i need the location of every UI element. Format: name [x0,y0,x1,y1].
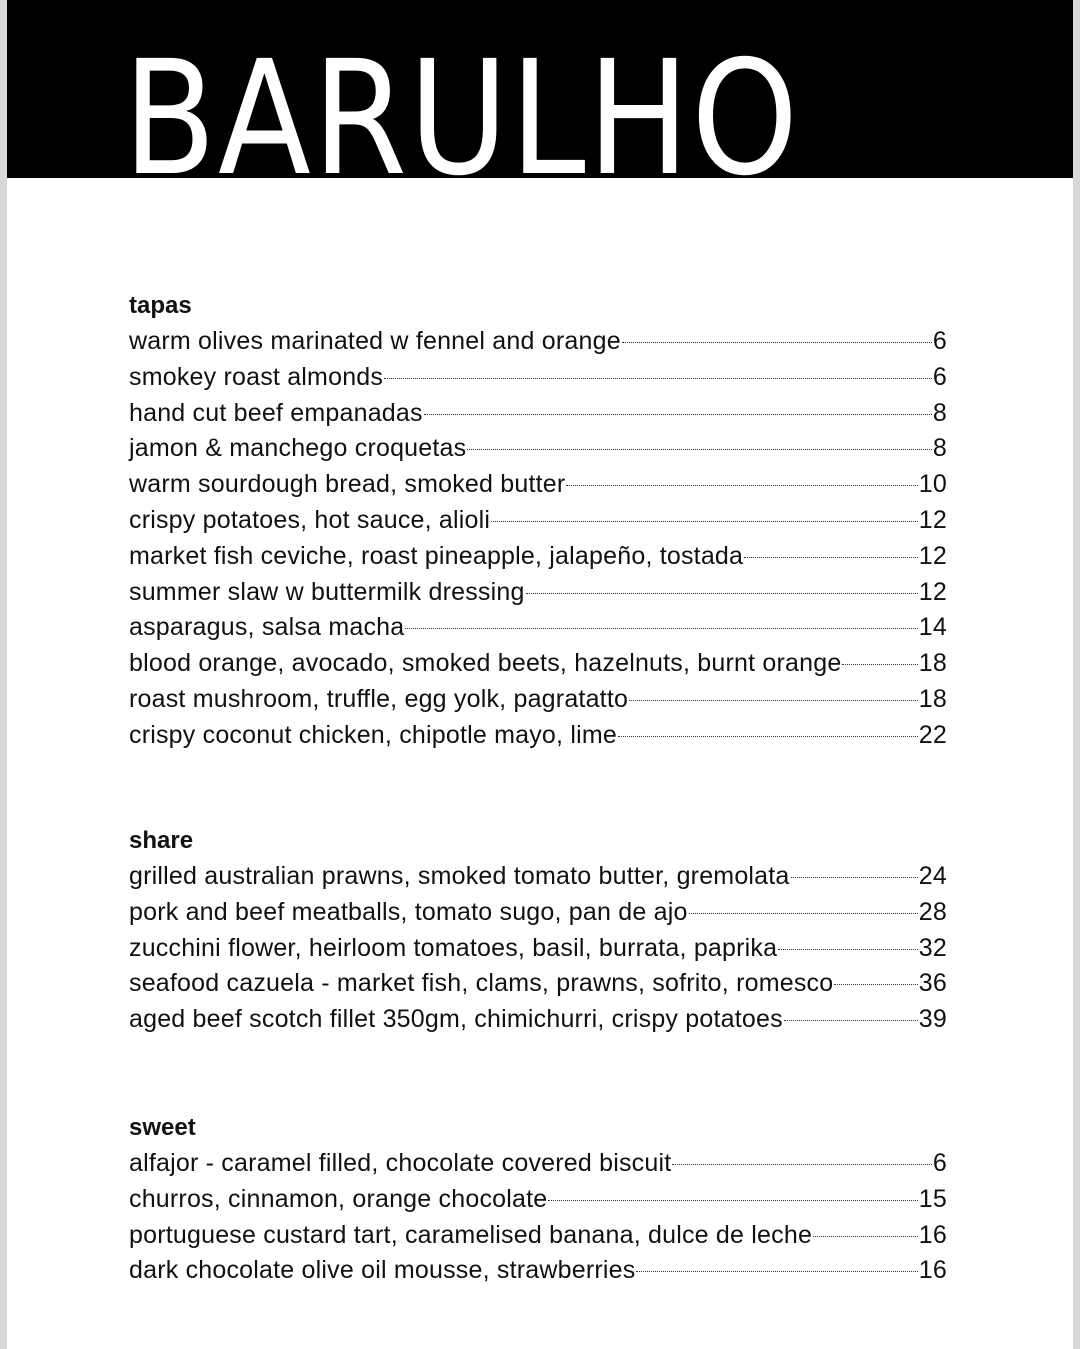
menu-item-name: jamon & manchego croquetas [129,434,467,463]
menu-item-name: aged beef scotch fillet 350gm, chimichurri, crispy potatoes [129,1005,783,1034]
menu-item-price: 8 [932,398,947,427]
menu-item-price: 12 [918,541,947,570]
menu-item [129,895,947,931]
menu-item [129,431,947,467]
menu-item-price: 24 [918,862,947,890]
dot-leader [491,521,918,522]
menu-item-name: hand cut beef empanadas [129,398,423,427]
dot-leader [618,736,918,737]
menu-item-name: portuguese custard tart, caramelised banana, dulce de leche [129,1220,813,1249]
menu-item-price: 16 [918,1256,947,1285]
menu-item-price: 12 [918,505,947,534]
menu-item [129,718,947,754]
menu-item [129,931,947,967]
menu-item-price: 36 [918,969,947,998]
menu-item [129,575,947,611]
menu-item-price: 6 [932,1149,947,1177]
menu-item-name: market fish ceviche, roast pineapple, jalapeño, tostada [129,541,744,570]
menu-item [129,396,947,432]
dot-leader [784,1020,918,1021]
menu-item-name: smokey roast almonds [129,362,384,391]
menu-item-name: alfajor - caramel filled, chocolate covered biscuit [129,1149,672,1177]
menu-item-name: summer slaw w buttermilk dressing [129,577,525,606]
menu-item-name: dark chocolate olive oil mousse, strawberries [129,1256,636,1285]
dot-leader [405,628,917,629]
item-list [129,324,947,754]
dot-leader [629,700,918,701]
menu-item [129,539,947,575]
menu-item-price: 18 [918,649,947,678]
section-share [129,823,947,1038]
menu-item [129,859,947,895]
menu-item-price: 10 [918,470,947,499]
menu-item-name: crispy coconut chicken, chipotle mayo, lime [129,720,617,749]
menu-item-price: 6 [932,327,947,355]
dot-leader [744,557,918,558]
menu-item-name: grilled australian prawns, smoked tomato butter, gremolata [129,862,790,890]
dot-leader [424,414,932,415]
dot-leader [467,449,932,450]
menu-item-name: warm sourdough bread, smoked butter [129,470,566,499]
menu-item [129,1218,947,1254]
menu-item-name: zucchini flower, heirloom tomatoes, basil, burrata, paprika [129,933,778,962]
dot-leader [813,1236,918,1237]
item-list [129,859,947,1038]
menu-item [129,646,947,682]
menu-item-name: crispy potatoes, hot sauce, alioli [129,505,491,534]
menu-item [129,610,947,646]
menu-item [129,1002,947,1038]
menu-item-price: 14 [918,613,947,642]
dot-leader [526,593,918,594]
menu-item [129,324,947,360]
dot-leader [548,1200,917,1201]
menu-item-name: pork and beef meatballs, tomato sugo, pan de ajo [129,897,688,926]
dot-leader [636,1271,917,1272]
menu-item-price: 8 [932,434,947,463]
dot-leader [842,664,917,665]
menu-page [7,0,1073,1349]
section-tapas [129,288,947,754]
dot-leader [778,949,918,950]
menu-item-price: 28 [918,897,947,926]
menu-item-name: churros, cinnamon, orange chocolate [129,1184,548,1213]
dot-leader [689,913,918,914]
menu-item-price: 12 [918,577,947,606]
menu-item-price: 39 [918,1005,947,1034]
dot-leader [566,485,917,486]
masthead [7,0,1073,178]
section-heading: sweet [129,1114,196,1141]
menu-item-name: seafood cazuela - market fish, clams, prawns, sofrito, romesco [129,969,834,998]
dot-leader [672,1164,932,1165]
menu-item-price: 18 [918,684,947,713]
section-sweet [129,1110,947,1289]
menu-item [129,1182,947,1218]
menu-item [129,1253,947,1289]
item-list [129,1146,947,1289]
menu-item-price: 32 [918,933,947,962]
menu-item-name: asparagus, salsa macha [129,613,405,642]
restaurant-name: BARULHO [123,27,800,178]
menu-item-name: blood orange, avocado, smoked beets, hazelnuts, burnt orange [129,649,842,678]
menu-item-price: 16 [918,1220,947,1249]
menu-item-price: 22 [918,720,947,749]
menu-item [129,1146,947,1182]
dot-leader [622,342,932,343]
menu-item-name: roast mushroom, truffle, egg yolk, pagratatto [129,684,629,713]
dot-leader [791,877,918,878]
section-heading: tapas [129,292,192,319]
menu-item-price: 6 [932,362,947,391]
dot-leader [834,984,917,985]
section-heading: share [129,827,194,854]
menu-item [129,467,947,503]
menu-item [129,503,947,539]
menu-item [129,360,947,396]
menu-item [129,966,947,1002]
menu-item-name: warm olives marinated w fennel and orange [129,327,621,355]
menu-item [129,682,947,718]
dot-leader [384,378,932,379]
menu-item-price: 15 [918,1184,947,1213]
